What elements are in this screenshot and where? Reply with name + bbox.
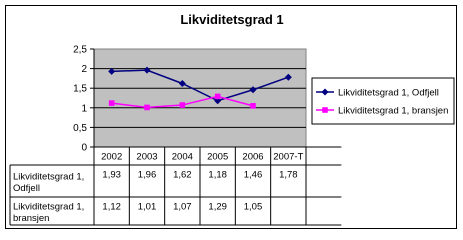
plot-area bbox=[94, 49, 306, 147]
x-category-label: 2003 bbox=[136, 151, 158, 163]
data-label: 1,07 bbox=[173, 201, 192, 213]
x-category-label: 2002 bbox=[101, 151, 123, 163]
x-category-label: 2006 bbox=[242, 151, 264, 163]
y-tick-label: 2 bbox=[81, 64, 87, 76]
data-point-s2 bbox=[250, 103, 256, 109]
x-category-label: 2005 bbox=[207, 151, 229, 163]
table-row-label: Likviditetsgrad 1, bbox=[13, 171, 85, 183]
table-row-label: bransjen bbox=[13, 213, 50, 224]
y-tick-label: 2,5 bbox=[73, 44, 87, 56]
table-row-label: Likviditetsgrad 1, bbox=[13, 201, 85, 213]
x-category-label: 2004 bbox=[171, 151, 193, 163]
chart-title: Likviditetsgrad 1 bbox=[180, 12, 284, 27]
legend-entry: Likviditetsgrad 1, Odfjell bbox=[338, 87, 439, 99]
data-label: 1,18 bbox=[208, 169, 227, 181]
table-row-label: Odfjell bbox=[13, 183, 40, 194]
legend-swatch-marker bbox=[322, 107, 328, 113]
data-label: 1,12 bbox=[102, 201, 121, 213]
data-label: 1,78 bbox=[279, 169, 298, 181]
data-point-s2 bbox=[144, 105, 150, 111]
x-category-label: 2007-T bbox=[273, 151, 304, 163]
data-label: 1,05 bbox=[243, 201, 263, 213]
legend-box bbox=[312, 78, 454, 124]
data-label: 1,93 bbox=[102, 169, 121, 181]
data-label: 1,01 bbox=[137, 201, 157, 213]
data-label: 1,62 bbox=[173, 169, 192, 181]
data-point-s2 bbox=[180, 102, 186, 108]
y-tick-label: 1 bbox=[81, 103, 87, 115]
y-tick-label: 0,5 bbox=[73, 122, 87, 134]
data-point-s2 bbox=[215, 94, 221, 100]
data-label: 1,46 bbox=[243, 169, 263, 181]
y-tick-label: 0 bbox=[81, 142, 87, 154]
data-label: 1,29 bbox=[208, 201, 227, 213]
y-tick-label: 1,5 bbox=[73, 83, 87, 95]
data-label: 1,96 bbox=[137, 169, 157, 181]
data-point-s2 bbox=[109, 100, 115, 106]
legend-entry: Likviditetsgrad 1, bransjen bbox=[338, 105, 449, 117]
